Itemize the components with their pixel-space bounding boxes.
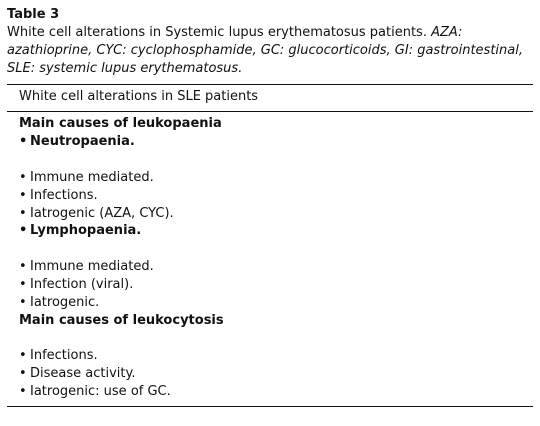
bullet: • — [19, 259, 27, 274]
list-item-label: Neutropaenia. — [30, 134, 135, 149]
list-item-label: Iatrogenic. — [30, 295, 100, 310]
list-item-label: Infections. — [30, 348, 98, 363]
bullet: • — [19, 348, 27, 363]
caption-text: White cell alterations in Systemic lupus erythematosus patients. — [7, 25, 432, 40]
bullet: • — [19, 188, 27, 203]
list-item-neutro-immune — [19, 169, 154, 187]
list-item-label: Iatrogenic (AZA, CYC). — [30, 206, 174, 221]
list-item-leuko-infections — [19, 347, 98, 365]
list-item-neutro-iatrogenic — [19, 205, 174, 223]
bullet: • — [19, 134, 28, 149]
section-heading-leukopaenia: Main causes of leukopaenia — [19, 116, 222, 131]
bullet: • — [19, 366, 27, 381]
list-item-label: Disease activity. — [30, 366, 136, 381]
list-item-lymphopaenia — [19, 222, 141, 240]
table-label: Table 3 — [7, 7, 60, 22]
list-item-lympho-immune — [19, 258, 154, 276]
section-heading-leukocytosis: Main causes of leukocytosis — [19, 313, 224, 328]
bullet: • — [19, 223, 28, 238]
list-item-label: Lymphopaenia. — [30, 223, 142, 238]
bullet: • — [19, 277, 27, 292]
caption-abbreviations: AZA: azathioprine, CYC: cyclophosphamide, GC: glucocorticoids, GI: gastrointestinal, SLE: systemic lupus erythematosus. — [7, 25, 523, 76]
list-item-lympho-iatrogenic — [19, 294, 99, 312]
bullet: • — [19, 384, 27, 399]
table-top-rule — [7, 84, 533, 85]
bullet: • — [19, 170, 27, 185]
list-item-label: Infections. — [30, 188, 98, 203]
bullet: • — [19, 295, 27, 310]
list-item-neutropaenia — [19, 133, 135, 151]
table-caption — [7, 24, 533, 78]
list-item-leuko-disease — [19, 365, 135, 383]
table-bottom-rule — [7, 406, 533, 407]
table-column-header: White cell alterations in SLE patients — [19, 89, 259, 104]
table-header-rule — [7, 111, 533, 112]
list-item-label: Immune mediated. — [30, 259, 154, 274]
bullet: • — [19, 206, 27, 221]
list-item-label: Infection (viral). — [30, 277, 134, 292]
list-item-label: Iatrogenic: use of GC. — [30, 384, 171, 399]
list-item-label: Immune mediated. — [30, 170, 154, 185]
list-item-leuko-iatrogenic — [19, 383, 171, 401]
list-item-neutro-infections — [19, 187, 98, 205]
list-item-lympho-infection — [19, 276, 133, 294]
